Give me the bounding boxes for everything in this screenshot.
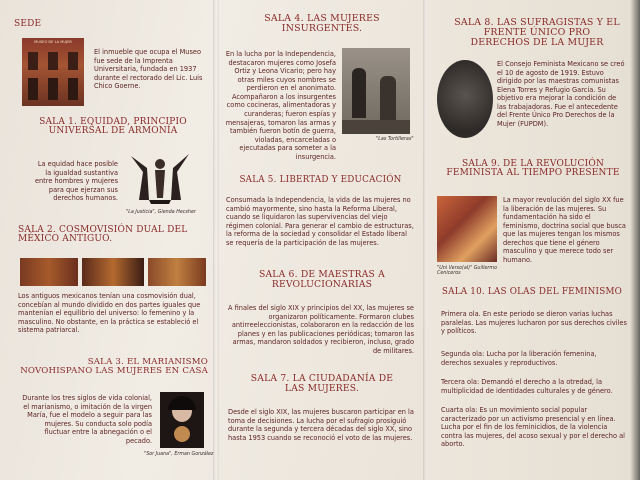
- sala4-text: En la lucha por la Independencia, destacaron mujeres como Josefa Ortiz y Leona Vicario; pero hay otras miles cuyos nombres se perdieron en el anonimato. Acompañaron a los insurgentes como cocineras, alimentadoras y curanderas; fueron espías y mensajeras, tomaron las armas y también fueron botín de guerra, violadas, encarceladas o ejecutadas para someter a la insurgencia.: [225, 50, 336, 161]
- sala3-text: Durante los tres siglos de vida colonial, el marianismo, o imitación de la virgen María, fue el modelo a seguir para las mujeres. Su conducta solo podía fluctuar entre la abnegación o el pecado.: [22, 394, 152, 445]
- codex-image-3: [148, 258, 206, 286]
- sala6-text: A finales del siglo XIX y principios del XX, las mujeres se organizaron políticamente. Formaron clubes antirreeleccionistas, colaboraron en la redacción de los planes y en las publicaciones periódicas; tomaron las armas, mandaron soldados y recibieron, incluso, grado de militares.: [228, 304, 414, 355]
- universo-painting-image: [437, 196, 497, 262]
- panel-right: [427, 0, 640, 480]
- sala9-caption: "Uni Verso(al)" Guillermo Ceniceros: [437, 266, 498, 276]
- sala1-text: La equidad hace posible la igualdad sustantiva entre hombres y mujeres para que ejerzan sus derechos humanos.: [34, 160, 118, 203]
- sala3-title: SALA 3. EL MARIANISMO NOVOHISPANO LAS MUJERES EN CASA: [20, 357, 208, 377]
- codex-image-1: [20, 258, 78, 286]
- sala5-title: SALA 5. LIBERTAD Y EDUCACIÓN: [239, 175, 402, 185]
- sala2-title: SALA 2. COSMOVISIÓN DUAL DEL MÉXICO ANTIGUO.: [18, 225, 188, 245]
- sala8-title: SALA 8. LAS SUFRAGISTAS Y EL FRENTE ÚNICO PRO DERECHOS DE LA MUJER: [454, 17, 620, 48]
- museum-facade-image: [22, 38, 84, 106]
- panel-middle: [218, 0, 423, 480]
- sala5-text: Consumada la Independencia, la vida de las mujeres no cambió mayormente, sino hasta la Reforma Liberal, cuando se liquidaron las supervivencias del viejo régimen colonial. Para generar el cambio de estructuras, la reforma de la sociedad y consolidar el Estado liberal se requería de la participación de las mujeres.: [226, 196, 414, 247]
- tortilleras-image: [342, 48, 410, 134]
- sala9-title: SALA 9. DE LA REVOLUCIÓN FEMINISTA AL TIEMPO PRESENTE: [446, 159, 620, 179]
- justice-sculpture-image: [125, 150, 195, 208]
- panel-left: [0, 0, 214, 480]
- sede-text: El inmueble que ocupa el Museo fue sede de la Imprenta Universitaria, fundada en 1937 durante el rectorado del Lic. Luis Chico Goerne.: [94, 48, 203, 91]
- sala8-text: El Consejo Feminista Mexicano se creó el 10 de agosto de 1919. Estuvo dirigido por las maestras comunistas Elena Torres y Refugio García. Su objetivo era mejorar la condición de las trabajadoras. Fue el antecedente del Frente Único Pro Derechos de la Mujer (FUPDM).: [497, 60, 625, 128]
- sala6-title: SALA 6. DE MAESTRAS A REVOLUCIONARIAS: [258, 269, 386, 290]
- ola-1-text: Primera ola. En este periodo se dieron varias luchas paralelas. Las mujeres lucharon por sus derechos civiles y políticos.: [441, 310, 627, 336]
- sala4-title: SALA 4. LAS MUJERES INSURGENTES.: [264, 13, 380, 34]
- sala1-caption: "La Justicia", Glenda Hecsher: [126, 210, 196, 215]
- codex-image-2: [82, 258, 144, 286]
- sede-title: SEDE: [14, 19, 42, 29]
- ola-3-text: Tercera ola: Demandó el derecho a la otredad, la multiplicidad de identidades culturales y de género.: [441, 378, 613, 395]
- sala10-title: SALA 10. LAS OLAS DEL FEMINISMO: [441, 287, 623, 297]
- ola-2-text: Segunda ola: Lucha por la liberación femenina, derechos sexuales y reproductivos.: [441, 350, 597, 367]
- sala2-text: Los antiguos mexicanos tenían una cosmovisión dual, concebían al mundo dividido en dos partes iguales que mantenían el equilibrio del universo: lo femenino y la masculino. No obstante, en la práctica se estableció el sistema patriarcal.: [18, 292, 201, 335]
- sala1-title: SALA 1. EQUIDAD, PRINCIPIO UNIVERSAL DE ARMONÍA: [39, 117, 187, 137]
- sala9-text: La mayor revolución del siglo XX fue la liberación de las mujeres. Su fundamentación ha sido el feminismo, doctrina social que busca que las mujeres tengan los mismos derechos que tiene el género masculino y que merece todo ser humano.: [503, 196, 626, 264]
- sala7-title: SALA 7. LA CIUDADANÍA DE LAS MUJERES.: [250, 373, 394, 394]
- ola-4-text: Cuarta ola: Es un movimiento social popular caracterizado por un activismo presencial y en línea. Lucha por el fin de los feminicidios, de la violencia contra las mujeres, del acoso sexual y por el derecho al aborto.: [441, 406, 625, 449]
- museum-sign: MUSEO DE LA MUJER: [34, 40, 72, 44]
- sor-juana-image: [160, 392, 204, 448]
- sala7-text: Desde el siglo XIX, las mujeres buscaron participar en la toma de decisiones. La lucha por el sufragio prosiguió durante la segunda y tercera décadas del siglo XX, sino hasta 1953 cuando se reconoció el voto de las mujeres.: [228, 408, 414, 442]
- sala4-caption: "Las Tortilleras": [376, 137, 414, 142]
- sufragistas-image: [437, 60, 493, 138]
- sala3-caption: "Sor Juana", Erman González: [144, 452, 214, 457]
